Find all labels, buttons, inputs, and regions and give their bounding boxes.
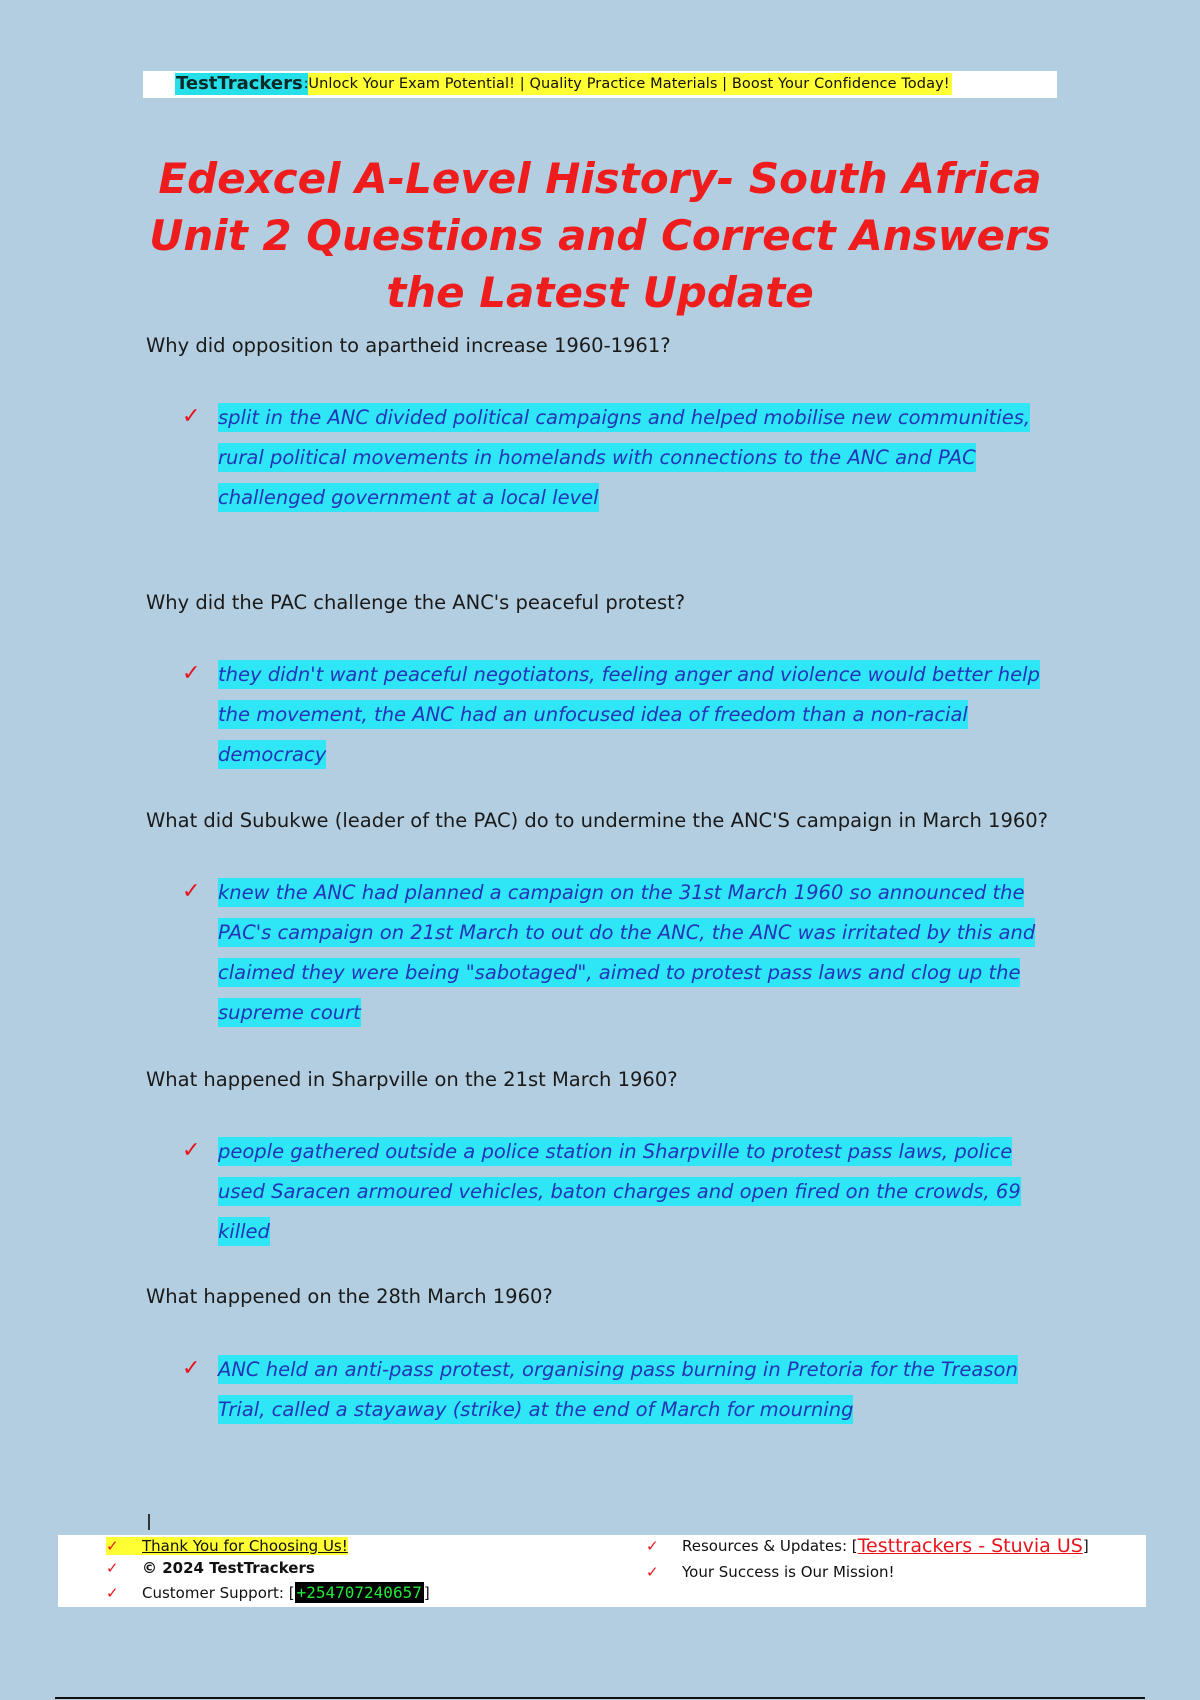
- answer-item-4: [182, 1132, 1058, 1252]
- footer-thanks: Thank You for Choosing Us!: [142, 1537, 348, 1555]
- footer-thanks-item: [106, 1537, 348, 1555]
- page-bottom-rule: [55, 1697, 1145, 1699]
- check-icon: ✓: [182, 1138, 201, 1163]
- footer-support-label: Customer Support: [: [142, 1583, 295, 1602]
- question-2: Why did the PAC challenge the ANC's peaceful protest?: [146, 591, 686, 614]
- banner-tagline: Unlock Your Exam Potential! | Quality Practice Materials | Boost Your Confidence Today!: [308, 73, 951, 95]
- footer-resources-item: [646, 1535, 1089, 1557]
- footer-support-item: [106, 1582, 430, 1603]
- check-icon: ✓: [646, 1563, 659, 1581]
- footer: [58, 1535, 1146, 1607]
- question-5: What happened on the 28th March 1960?: [146, 1285, 553, 1308]
- answer-item-2: [182, 655, 1058, 775]
- text-cursor: [148, 1514, 150, 1530]
- brand-name: TestTrackers: [176, 73, 303, 94]
- footer-copyright-item: [106, 1559, 315, 1577]
- footer-resources-label: Resources & Updates: [: [682, 1537, 858, 1555]
- answer-item-3: [182, 873, 1058, 1033]
- document-title: Edexcel A-Level History- South Africa Unit 2 Questions and Correct Answers the Latest Update: [149, 154, 1051, 317]
- footer-mission: Your Success is Our Mission!: [682, 1563, 895, 1581]
- footer-copyright: © 2024 TestTrackers: [142, 1559, 315, 1577]
- check-icon: ✓: [106, 1559, 119, 1577]
- resources-link[interactable]: Testtrackers - Stuvia US: [857, 1535, 1083, 1557]
- answer-2: they didn't want peaceful negotiatons, feeling anger and violence would better help the movement, the ANC had an unfocused idea of freedom than a non-racial democracy: [218, 660, 1040, 769]
- footer-support-close: ]: [423, 1583, 430, 1602]
- answer-3: knew the ANC had planned a campaign on the 31st March 1960 so announced the PAC's campaign on 21st March to out do the ANC, the ANC was irritated by this and claimed they were being "sabotaged", aimed to protest pass laws and clog up the supreme court: [218, 878, 1035, 1027]
- check-icon: ✓: [182, 404, 201, 429]
- answer-item-5: [182, 1350, 1058, 1430]
- footer-resources-close: ]: [1082, 1537, 1089, 1555]
- header-banner: [143, 71, 1057, 98]
- footer-mission-item: [646, 1563, 895, 1581]
- answer-5: ANC held an anti-pass protest, organising pass burning in Pretoria for the Treason Trial, called a stayaway (strike) at the end of March for mourning: [218, 1355, 1018, 1424]
- check-icon: ✓: [106, 1583, 119, 1602]
- check-icon: ✓: [106, 1537, 142, 1555]
- answer-4: people gathered outside a police station in Sharpville to protest pass laws, police used Saracen armoured vehicles, baton charges and open fired on the crowds, 69 killed: [218, 1137, 1021, 1246]
- check-icon: ✓: [182, 1356, 201, 1381]
- question-3: What did Subukwe (leader of the PAC) do to undermine the ANC'S campaign in March 1960?: [146, 809, 1049, 832]
- check-icon: ✓: [182, 661, 201, 686]
- question-4: What happened in Sharpville on the 21st March 1960?: [146, 1068, 678, 1091]
- check-icon: ✓: [646, 1537, 659, 1555]
- support-phone[interactable]: +254707240657: [296, 1583, 422, 1602]
- check-icon: ✓: [182, 879, 201, 904]
- brand-colon: :: [304, 73, 309, 95]
- answer-item-1: [182, 398, 1058, 518]
- question-1: Why did opposition to apartheid increase 1960-1961?: [146, 334, 671, 357]
- answer-1: split in the ANC divided political campaigns and helped mobilise new communities, rural political movements in homelands with connections to the ANC and PAC challenged government at a local level: [218, 403, 1030, 512]
